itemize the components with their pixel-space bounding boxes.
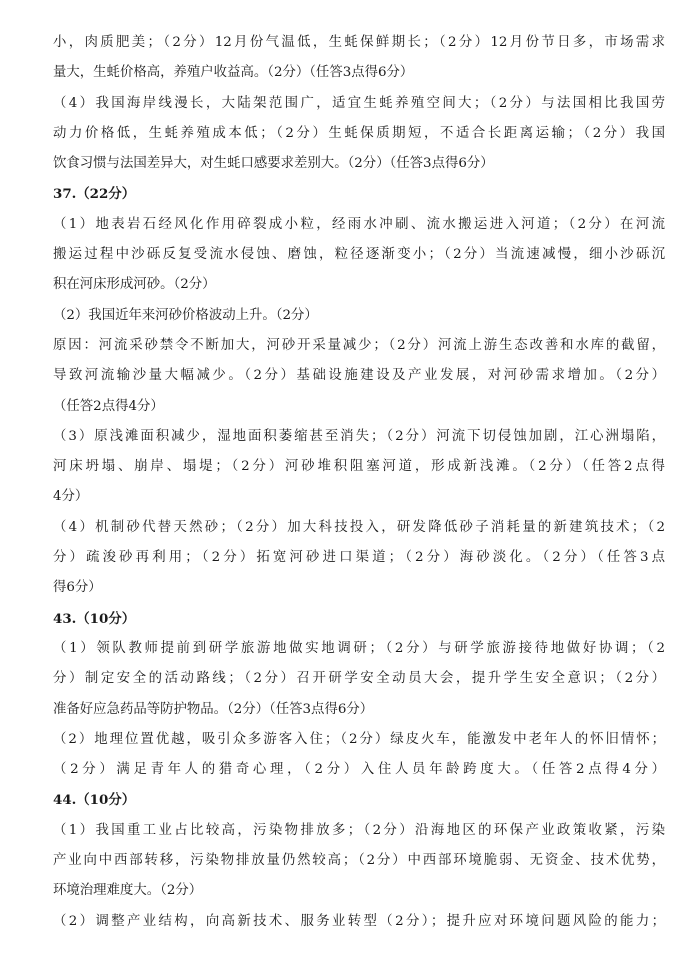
text-line: （1）地表岩石经风化作用碎裂成小粒，经雨水冲刷、流水搬运进入河道；（2分）在河流: [53, 216, 665, 232]
text-line: 导致河流输沙量大幅减少。（2分）基础设施建设及产业发展，对河砂需求增加。（2分）: [53, 368, 665, 384]
text-line: 饮食习惯与法国差异大，对生蚝口感要求差别大。（2分）（任答3点得6分）: [53, 156, 494, 172]
text-line: （2）我国近年来河砂价格波动上升。（2分）: [53, 307, 318, 323]
text-line: 得6分）: [53, 580, 102, 596]
text-line: （4）我国海岸线漫长，大陆架范围广，适宜生蚝养殖空间大；（2分）与法国相比我国劳: [53, 95, 665, 111]
text-line: （1）领队教师提前到研学旅游地做实地调研；（2分）与研学旅游接待地做好协调；（2: [53, 640, 665, 656]
text-line: （2）地理位置优越，吸引众多游客入住；（2分）绿皮火车，能激发中老年人的怀旧情怀；: [53, 731, 665, 747]
text-line: 准备好应急药品等防护物品。（2分）（任答3点得6分）: [53, 701, 374, 717]
text-line: 原因：河流采砂禁令不断加大，河砂开采量减少；（2分）河流上游生态改善和水库的截留，: [53, 337, 665, 353]
text-line: 环境治理难度大。（2分）: [53, 883, 203, 899]
text-line: 搬运过程中沙砾反复受流水侵蚀、磨蚀，粒径逐渐变小；（2分）当流速减慢，细小沙砾沉: [53, 247, 665, 263]
text-line: 分）疏浚砂再利用；（2分）拓宽河砂进口渠道；（2分）海砂淡化。（2分）（任答3点: [53, 550, 665, 566]
text-line: 小，肉质肥美；（2分）12月份气温低，生蚝保鲜期长；（2分）12月份节日多，市场需求: [53, 35, 665, 50]
text-line: （2）调整产业结构，向高新技术、服务业转型（2分）；提升应对环境问题风险的能力；: [53, 913, 665, 929]
text-line: 产业向中西部转移，污染物排放量仍然较高；（2分）中西部环境脆弱、无资金、技术优势，: [53, 853, 665, 869]
text-line: 分）制定安全的活动路线；（2分）召开研学安全动员大会，提升学生安全意识；（2分）: [53, 671, 665, 687]
text-line: （3）原浅滩面积减少，湿地面积萎缩甚至消失；（2分）河流下切侵蚀加剧，江心洲塌陷，: [53, 428, 665, 444]
question-heading: 43.（10分）: [53, 610, 136, 627]
text-line: （1）我国重工业占比较高，污染物排放多；（2分）沿海地区的环保产业政策收紧，污染: [53, 822, 665, 838]
question-heading: 44.（10分）: [53, 792, 136, 809]
text-line: 量大，生蚝价格高，养殖户收益高。（2分）（任答3点得6分）: [53, 65, 414, 81]
text-line: （2分）满足青年人的猎奇心理，（2分）入住人员年龄跨度大。（任答2点得4分）: [53, 762, 665, 778]
document-page: [53, 28, 665, 937]
question-heading: 37.（22分）: [53, 186, 136, 203]
text-line: （任答2点得4分）: [53, 398, 164, 414]
text-line: 4分）: [53, 489, 89, 505]
text-line: （4）机制砂代替天然砂；（2分）加大科技投入，研发降低砂子消耗量的新建筑技术；（2: [53, 519, 665, 535]
text-line: 河床坍塌、崩岸、塌堤；（2分）河砂堆积阻塞河道，形成新浅滩。（2分）（任答2点得: [53, 459, 665, 475]
text-line: 动力价格低，生蚝养殖成本低；（2分）生蚝保质期短，不适合长距离运输；（2分）我国: [53, 125, 665, 141]
text-line: 积在河床形成河砂。（2分）: [53, 277, 216, 293]
